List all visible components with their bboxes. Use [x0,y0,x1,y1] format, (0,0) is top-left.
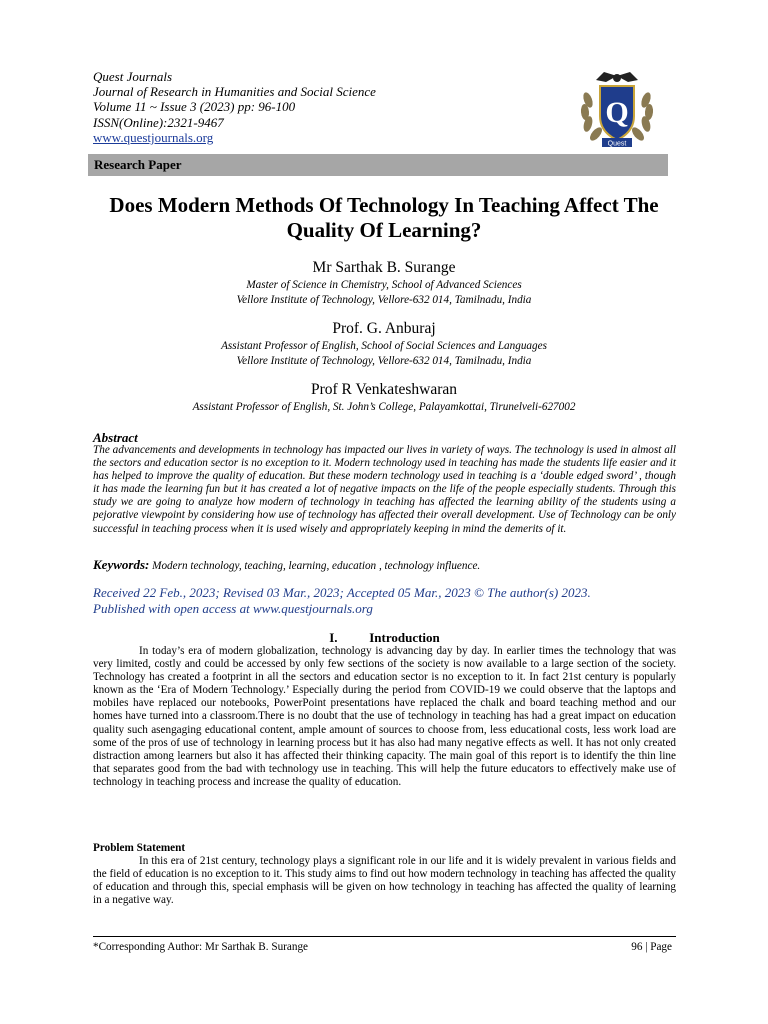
introduction-text: In today’s era of modern globalization, technology is advancing day by day. In earlier times the technology that was very limited, costly and could be accessed by only few sections of the society is now available to a large section of the society. Technology has created a footprint in all the sectors and education sector is no exception to it. In fact 21st century is popularly known as the ‘Era of Modern Technology.’ Especially during the period from COVID-19 we could observe that the laptops and mobiles have replaced our notebooks, PowerPoint presentations have replaced the chalk and board teaching method and our homes have turned into a classroom.There is no doubt that the use of technology in teaching has had a great impact on education quality such asengaging educational content, ample amount of sources to choose from, less educational costs, less work load are some of the pros of use of technology in learning process but it has also had many negative effects as well. It has not only created distraction among learners but also it has affected their thinking capacity. The main goal of this report is to identify the thin line that separates good from the bad with technology use in teaching. This will help the future educators to effectively make use of technology in teaching process and increase the quality of education. [93,645,676,788]
author-affiliation: Assistant Professor of English, St. John’s College, Palayamkottai, Tirunelveli-627002 [192,401,576,413]
author-block [80,380,688,415]
page-number: 96 | Page [631,941,672,953]
svg-text:Quest: Quest [607,140,627,148]
author-name: Prof R Venkateshwaran [310,381,458,398]
section-heading-introduction [93,630,676,646]
corresponding-author: *Corresponding Author: Mr Sarthak B. Surange [93,941,309,953]
author-affiliation: Master of Science in Chemistry, School of Advanced Sciences [246,279,522,291]
section-title: Introduction [369,630,440,645]
section-number: I. [329,630,338,645]
paper-title: Does Modern Methods Of Technology In Teaching Affect The Quality Of Learning? [109,193,659,242]
received-line: Received 22 Feb., 2023; Revised 03 Mar., 2023; Accepted 05 Mar., 2023 © The author(s) 2023. [93,585,591,600]
author-affiliation: Vellore Institute of Technology, Vellore-632 014, Tamilnadu, India [236,293,532,306]
footer-divider [93,936,676,937]
paper-type-banner: Research Paper [88,154,668,176]
journal-issn: ISSN(Online):2321-9467 [93,114,224,130]
published-line: Published with open access at www.questjournals.org [93,600,373,616]
journal-name: Quest Journals [93,69,173,84]
keywords [93,557,676,573]
abstract-heading: Abstract [93,430,138,445]
journal-full-name: Journal of Research in Humanities and Social Science [93,84,376,100]
problem-statement-heading: Problem Statement [93,842,186,854]
author-block [80,258,688,307]
journal-masthead [93,69,376,145]
keywords-label: Keywords: [93,557,150,572]
author-affiliation: Assistant Professor of English, School of Social Sciences and Languages [221,340,547,352]
keywords-text: Modern technology, teaching, learning, education , technology influence. [152,560,481,572]
author-block [80,319,688,368]
author-affiliation: Vellore Institute of Technology, Vellore-632 014, Tamilnadu, India [236,354,532,367]
svg-text:Q: Q [605,96,629,129]
quest-logo-icon [574,70,660,148]
journal-volume: Volume 11 ~ Issue 3 (2023) pp: 96-100 [93,99,296,115]
journal-url-link[interactable]: www.questjournals.org [93,129,214,145]
received-dates [93,585,676,616]
author-name: Mr Sarthak B. Surange [312,259,456,276]
abstract-text: The advancements and developments in technology has impacted our lives in variety of ways. The technology is used in almost all the sectors and education sector is no exception to it. Modern technology used in teaching has made the students life easier and it has helped to improve the quality of education. But these modern technology used in teaching is a ‘double edged sword’ , though it has made the learning fun but it has created a lot of negative impacts on the life of the people especially students. Through this study we are going to analyze how modern of technology in teaching has affected the learning ability of the students using a pejorative viewpoint by considering how use of technology has affected their overall development. Use of Technology can be only successful in teaching process when it is used wisely and appropriately keeping in mind the demerits of it. [93,444,676,535]
problem-statement-text: In this era of 21st century, technology plays a significant role in our life and it is widely prevalent in various fields and the field of education is no exception to it. This study aims to find out how modern technology in teaching has affected the quality of education and through this, special emphasis will be given on how technology in teaching has affected the quality of learning in a negative way. [93,855,676,907]
author-name: Prof. G. Anburaj [332,320,436,337]
